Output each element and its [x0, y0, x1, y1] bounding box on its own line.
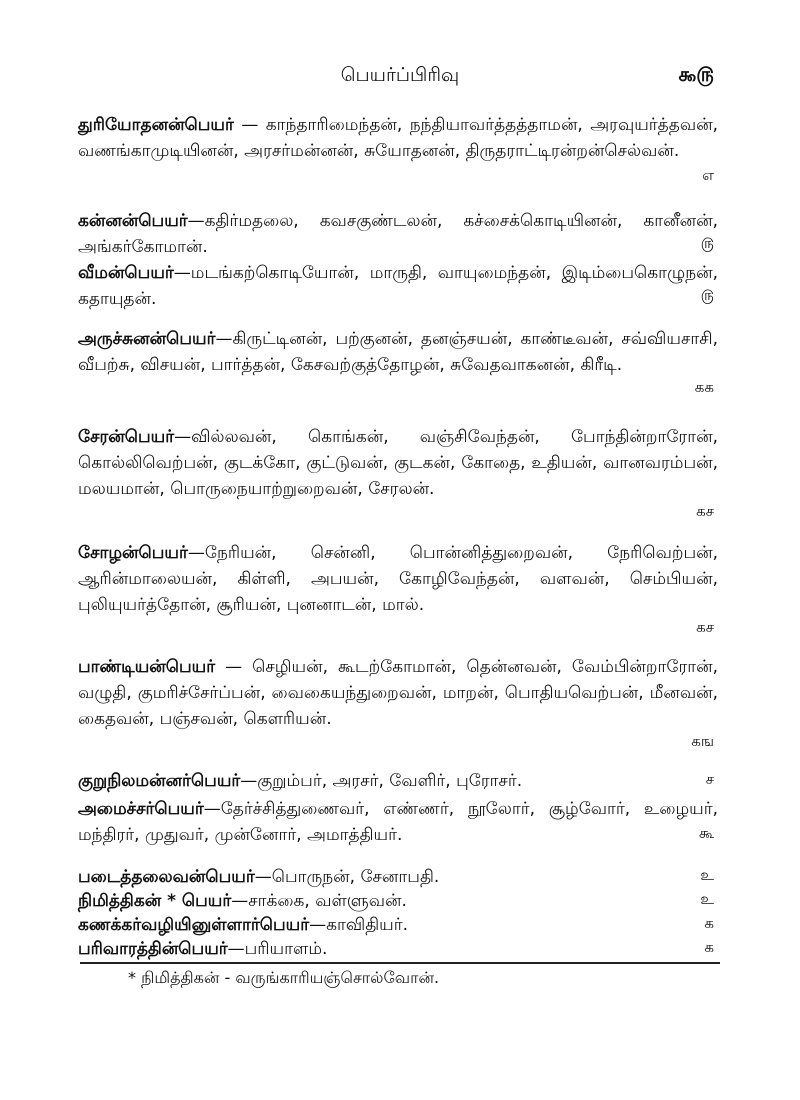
entry-text: —பொருநன், சேனாபதி. [254, 867, 440, 887]
entry-count: உ [700, 866, 714, 884]
entry-retinue [78, 936, 718, 962]
entry-text: —வில்லவன், கொங்கன், வஞ்சிவேந்தன், போந்தின்றாரோன், கொல்லிவெற்பன், குடக்கோ, குட்டுவன், குடகன், கோதை, உதியன், வானவரம்பன், மலயமான், பொருநையாற்றுறைவன், சேரலன். [78, 427, 718, 499]
entry-label: கன்னன்பெயர் [78, 211, 188, 231]
entry-accountants [78, 912, 718, 938]
entry-count: கங [691, 732, 714, 750]
entry-duryodhana [78, 112, 718, 164]
entry-count: ச [705, 770, 714, 788]
entry-label: சோழன்பெயர் [78, 543, 188, 563]
entry-count: கூ [698, 824, 714, 842]
entry-text: —கிருட்டினன், பற்குனன், தனஞ்சயன், காண்டீவன், சவ்வியசாசி, வீபற்சு, விசயன், பார்த்தன், கேசவற்குத்தோழன், சுவேதவாகனன், கிரீடி. [78, 329, 718, 375]
entry-text: —கதிர்மதலை, கவசகுண்டலன், கச்சைக்கொடியினன், கானீனன், அங்கர்கோமான். [78, 211, 718, 257]
entry-text: —சாக்கை, வள்ளுவன். [231, 891, 407, 911]
entry-chola [78, 540, 718, 618]
entry-count: எ [702, 166, 714, 184]
entry-karna [78, 208, 718, 260]
entry-count: ௫ [700, 286, 714, 304]
entry-count: க [704, 914, 714, 932]
entry-count: க [704, 938, 714, 956]
entry-text: —தேர்ச்சித்துணைவர், எண்ணர், நூலோர், சூழ்வோர், உழையர், மந்திரர், முதுவர், முன்னோர், அமாத்தியர். [78, 799, 718, 845]
entry-label: கணக்கர்வழியினுள்ளார்பெயர் [78, 915, 310, 935]
entry-text: —நேரியன், சென்னி, பொன்னித்துறைவன், நேரிவெற்பன், ஆரின்மாலையன், கிள்ளி, அபயன், கோழிவேந்தன், வளவன், செம்பியன், புலியுயர்த்தோன், சூரியன், புனனாடன், மால். [78, 543, 718, 615]
footnote: * நிமித்திகன் - வருங்காரியஞ்சொல்வோன். [128, 968, 440, 987]
entry-label: நிமித்திகன் * பெயர் [78, 891, 232, 911]
entry-label: சேரன்பெயர் [78, 427, 175, 447]
entry-count: கச [696, 502, 714, 520]
entry-label: வீமன்பெயர் [78, 263, 174, 283]
entry-count: ௫ [700, 234, 714, 252]
entry-chera [78, 424, 718, 502]
entry-astrologer [78, 888, 718, 914]
page-number: ௯௫ [678, 62, 714, 86]
entry-label: பாண்டியன்பெயர் [78, 657, 216, 677]
entry-label: குறுநிலமன்னர்பெயர் [78, 771, 241, 791]
entry-label: அமைச்சர்பெயர் [78, 799, 204, 819]
entry-count: உ [700, 890, 714, 908]
entry-text: —காவிதியர். [309, 915, 408, 935]
entry-commander [78, 864, 718, 890]
entry-text: — காந்தாரிமைந்தன், நந்தியாவர்த்தத்தாமன், அரவுயர்த்தவன், வணங்காமுடியினன், அரசர்மன்னன், சுயோதனன், திருதராட்டிரன்றன்செல்வன். [78, 115, 718, 161]
section-rule [80, 962, 720, 964]
entry-ministers [78, 796, 718, 848]
entry-count: கச [696, 618, 714, 636]
entry-text: —குறும்பர், அரசர், வேளிர், புரோசர். [240, 771, 523, 791]
entry-chieftains [78, 768, 718, 794]
entry-label: துரியோதனன்பெயர் [78, 115, 234, 135]
entry-label: பரிவாரத்தின்பெயர் [78, 939, 228, 959]
entry-pandya [78, 654, 718, 732]
entry-text: — செழியன், கூடற்கோமான், தென்னவன், வேம்பின்றாரோன், வழுதி, குமரிச்சேர்ப்பன், வைகையந்துறைவன், மாறன், பொதியவெற்பன், மீனவன், கைதவன், பஞ்சவன், கௌரியன். [78, 657, 718, 729]
entry-text: —மடங்கற்கொடியோன், மாருதி, வாயுமைந்தன், இடிம்பைகொழுநன், கதாயுதன். [78, 263, 718, 309]
entry-count: கக [694, 378, 714, 396]
entry-label: அருச்சுனன்பெயர் [78, 329, 216, 349]
entry-label: படைத்தலைவன்பெயர் [78, 867, 255, 887]
entry-text: —பரியாளம். [227, 939, 328, 959]
entry-bhima [78, 260, 718, 312]
entry-arjuna [78, 326, 718, 378]
running-title: பெயர்ப்பிரிவு [340, 64, 460, 86]
